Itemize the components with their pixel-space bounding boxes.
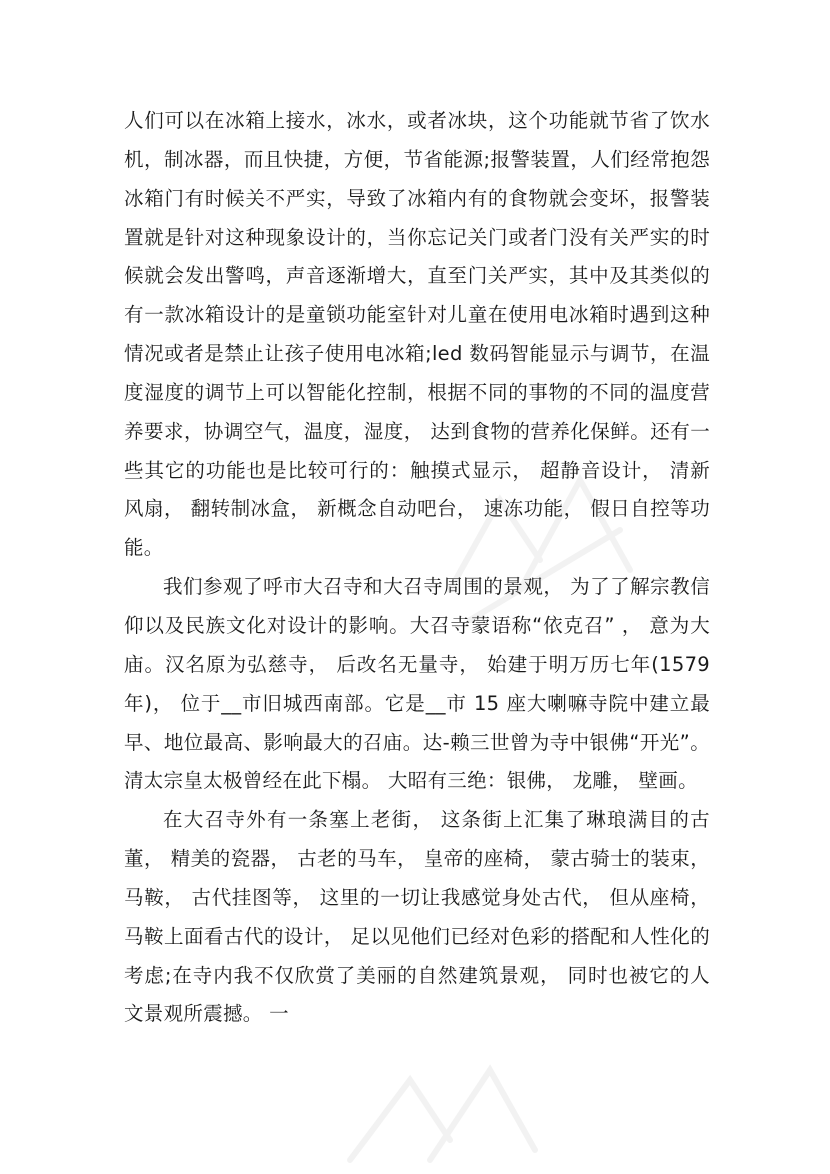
paragraph-old-street: 在大召寺外有一条塞上老街， 这条街上汇集了琳琅满目的古董， 精美的瓷器， 古老的马车， 皇帝的座椅， 蒙古骑士的装束， 马鞍， 古代挂图等， 这里的一切让我感觉身处古代， 但从座椅， 马鞍上面看古代的设计， 足以见他们已经对色彩的搭配和人性化的考虑;在寺内我不仅欣赏了美丽的自然建筑景观， 同时也被它的人文景观所震撼。 一	[124, 808, 710, 1026]
paragraph-refrigerator-features: 人们可以在冰箱上接水，冰水，或者冰块，这个功能就节省了饮水机，制冰器，而且快捷，方便，节省能源;报警装置，人们经常抱怨冰箱门有时候关不严实，导致了冰箱内有的食物就会变坏，报警装置就是针对这种现象设计的，当你忘记关门或者门没有关严实的时候就会发出警鸣，声音逐渐增大，直至门关严实，其中及其类似的有一款冰箱设计的是童锁功能室针对儿童在使用电冰箱时遇到这种情况或者是禁止让孩子使用电冰箱;led 数码智能显示与调节，在温度湿度的调节上可以智能化控制，根据不同的事物的不同的温度营养要求，协调空气，温度，湿度， 达到食物的营养化保鲜。还有一些其它的功能也是比较可行的：触摸式显示， 超静音设计， 清新风扇， 翻转制冰盒， 新概念自动吧台， 速冻功能， 假日自控等功能。	[124, 109, 710, 560]
document-body	[124, 102, 710, 1034]
watermark-icon	[330, 1040, 550, 1174]
paragraph-dazhao-temple: 我们参观了呼市大召寺和大召寺周围的景观， 为了了解宗教信仰以及民族文化对设计的影响。大召寺蒙语称“依克召” ， 意为大庙。汉名原为弘慈寺， 后改名无量寺， 始建于明万历七年(1579 年)， 位于__市旧城西南部。它是__市 15 座大喇嘛寺院中建立最早、地位最高、影响最大的召庙。达-赖三世曾为寺中银佛“开光”。清太宗皇太极曾经在此下榻。 大昭有三绝：银佛， 龙雕， 壁画。	[124, 575, 710, 793]
